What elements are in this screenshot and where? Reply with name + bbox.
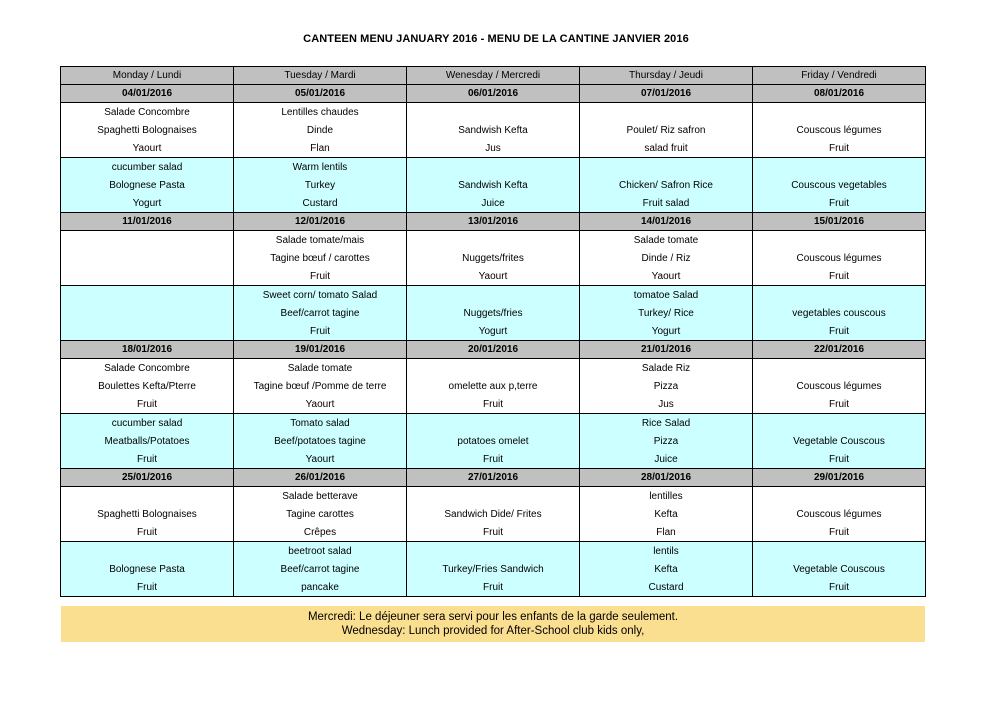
menu-cell [61, 487, 234, 506]
menu-cell: Sweet corn/ tomato Salad [234, 286, 407, 305]
menu-cell: Flan [234, 139, 407, 158]
day-header-row [61, 67, 926, 85]
date-cell: 18/01/2016 [61, 341, 234, 359]
menu-cell: Poulet/ Riz safron [580, 121, 753, 139]
menu-cell: Salade Concombre [61, 103, 234, 122]
menu-row-french [61, 377, 926, 395]
date-row [61, 213, 926, 231]
menu-cell: Fruit [234, 267, 407, 286]
day-header: Friday / Vendredi [753, 67, 926, 85]
menu-cell: Fruit [753, 267, 926, 286]
menu-cell [753, 542, 926, 561]
menu-cell: Lentilles chaudes [234, 103, 407, 122]
menu-cell: Couscous vegetables [753, 176, 926, 194]
date-cell: 05/01/2016 [234, 85, 407, 103]
menu-row-french [61, 359, 926, 378]
menu-row-french [61, 267, 926, 286]
menu-cell [753, 359, 926, 378]
menu-cell: tomatoe Salad [580, 286, 753, 305]
menu-cell: Fruit [234, 322, 407, 341]
menu-cell: omelette aux p,terre [407, 377, 580, 395]
menu-cell [61, 267, 234, 286]
menu-cell: Salade betterave [234, 487, 407, 506]
menu-cell: Yogurt [61, 194, 234, 213]
menu-row-english [61, 432, 926, 450]
date-row [61, 341, 926, 359]
menu-cell: Fruit [753, 139, 926, 158]
menu-row-french [61, 249, 926, 267]
menu-cell: Sandwich Dide/ Frites [407, 505, 580, 523]
menu-cell [753, 487, 926, 506]
menu-cell: Fruit [753, 450, 926, 469]
menu-cell: Turkey/Fries Sandwich [407, 560, 580, 578]
menu-row-english [61, 578, 926, 597]
menu-cell: Custard [234, 194, 407, 213]
menu-row-english [61, 286, 926, 305]
menu-cell: Chicken/ Safron Rice [580, 176, 753, 194]
menu-cell: Fruit [407, 395, 580, 414]
menu-cell: Fruit [61, 395, 234, 414]
menu-cell: Fruit [753, 395, 926, 414]
menu-cell: Couscous légumes [753, 249, 926, 267]
date-cell: 19/01/2016 [234, 341, 407, 359]
menu-cell: Dinde / Riz [580, 249, 753, 267]
menu-cell [61, 286, 234, 305]
menu-cell: Fruit [753, 322, 926, 341]
menu-cell [580, 158, 753, 177]
date-cell: 11/01/2016 [61, 213, 234, 231]
menu-row-english [61, 158, 926, 177]
menu-cell: Crêpes [234, 523, 407, 542]
day-header: Monday / Lundi [61, 67, 234, 85]
menu-cell: Spaghetti Bolognaises [61, 121, 234, 139]
menu-row-english [61, 322, 926, 341]
menu-cell: Yogurt [407, 322, 580, 341]
menu-cell: Turkey/ Rice [580, 304, 753, 322]
menu-cell [61, 231, 234, 250]
date-cell: 04/01/2016 [61, 85, 234, 103]
menu-cell: Fruit [407, 523, 580, 542]
menu-cell: cucumber salad [61, 414, 234, 433]
menu-cell: Vegetable Couscous [753, 560, 926, 578]
menu-row-english [61, 304, 926, 322]
menu-cell: Fruit [61, 578, 234, 597]
menu-cell: Salade tomate/mais [234, 231, 407, 250]
menu-row-french [61, 103, 926, 122]
menu-cell: Tagine bœuf /Pomme de terre [234, 377, 407, 395]
menu-cell: Salade Concombre [61, 359, 234, 378]
wednesday-note [61, 606, 925, 642]
menu-cell [61, 322, 234, 341]
menu-cell [407, 359, 580, 378]
menu-cell: Juice [407, 194, 580, 213]
menu-cell: cucumber salad [61, 158, 234, 177]
date-row [61, 469, 926, 487]
date-cell: 27/01/2016 [407, 469, 580, 487]
page-title: CANTEEN MENU JANUARY 2016 - MENU DE LA CANTINE JANVIER 2016 [303, 33, 689, 45]
menu-cell: Sandwish Kefta [407, 121, 580, 139]
menu-cell: Yaourt [61, 139, 234, 158]
date-cell: 15/01/2016 [753, 213, 926, 231]
menu-cell [580, 103, 753, 122]
date-cell: 29/01/2016 [753, 469, 926, 487]
menu-cell: Flan [580, 523, 753, 542]
menu-cell: Yaourt [234, 395, 407, 414]
menu-cell: Yaourt [407, 267, 580, 286]
menu-cell: Custard [580, 578, 753, 597]
menu-table [60, 66, 926, 597]
menu-row-english [61, 542, 926, 561]
menu-cell: Couscous légumes [753, 121, 926, 139]
menu-cell: Sandwish Kefta [407, 176, 580, 194]
menu-cell: potatoes omelet [407, 432, 580, 450]
menu-row-english [61, 176, 926, 194]
menu-cell [753, 158, 926, 177]
menu-cell: vegetables couscous [753, 304, 926, 322]
menu-cell [407, 487, 580, 506]
menu-cell: Couscous légumes [753, 505, 926, 523]
date-cell: 20/01/2016 [407, 341, 580, 359]
menu-row-french [61, 395, 926, 414]
menu-row-french [61, 121, 926, 139]
menu-cell: Beef/potatoes tagine [234, 432, 407, 450]
menu-cell [61, 542, 234, 561]
menu-cell: Nuggets/fries [407, 304, 580, 322]
date-row [61, 85, 926, 103]
menu-cell: beetroot salad [234, 542, 407, 561]
menu-cell: Rice Salad [580, 414, 753, 433]
menu-cell [407, 103, 580, 122]
menu-cell [407, 231, 580, 250]
date-cell: 26/01/2016 [234, 469, 407, 487]
menu-cell [61, 304, 234, 322]
menu-cell: Fruit [753, 523, 926, 542]
menu-cell: lentils [580, 542, 753, 561]
menu-row-french [61, 505, 926, 523]
date-cell: 06/01/2016 [407, 85, 580, 103]
menu-cell [407, 414, 580, 433]
menu-cell [407, 542, 580, 561]
menu-cell: Salade tomate [580, 231, 753, 250]
menu-cell [407, 158, 580, 177]
menu-cell: Vegetable Couscous [753, 432, 926, 450]
day-header: Thursday / Jeudi [580, 67, 753, 85]
date-cell: 14/01/2016 [580, 213, 753, 231]
menu-cell: Tagine carottes [234, 505, 407, 523]
menu-cell: Beef/carrot tagine [234, 560, 407, 578]
menu-row-french [61, 231, 926, 250]
menu-cell: Beef/carrot tagine [234, 304, 407, 322]
menu-cell [61, 249, 234, 267]
note-line-en: Wednesday: Lunch provided for After-School club kids only, [341, 625, 645, 637]
menu-cell: Fruit [61, 523, 234, 542]
menu-cell: Fruit [61, 450, 234, 469]
menu-cell: Tagine bœuf / carottes [234, 249, 407, 267]
menu-cell: Fruit [407, 450, 580, 469]
menu-cell: Dinde [234, 121, 407, 139]
menu-body [61, 85, 926, 597]
menu-cell [753, 286, 926, 305]
menu-cell: pancake [234, 578, 407, 597]
menu-row-english [61, 414, 926, 433]
menu-cell: Fruit salad [580, 194, 753, 213]
menu-row-english [61, 450, 926, 469]
menu-row-english [61, 560, 926, 578]
menu-cell: Jus [407, 139, 580, 158]
menu-cell: Yaourt [234, 450, 407, 469]
menu-cell: Juice [580, 450, 753, 469]
menu-cell: Boulettes Kefta/Pterre [61, 377, 234, 395]
menu-cell: Fruit [753, 194, 926, 213]
menu-cell: Salade Riz [580, 359, 753, 378]
day-header: Tuesday / Mardi [234, 67, 407, 85]
day-header: Wenesday / Mercredi [407, 67, 580, 85]
date-cell: 08/01/2016 [753, 85, 926, 103]
menu-cell: Nuggets/frites [407, 249, 580, 267]
date-cell: 28/01/2016 [580, 469, 753, 487]
menu-cell: Turkey [234, 176, 407, 194]
menu-cell: Fruit [753, 578, 926, 597]
menu-cell: Couscous légumes [753, 377, 926, 395]
menu-cell [407, 286, 580, 305]
menu-cell [753, 103, 926, 122]
menu-cell [753, 414, 926, 433]
menu-row-english [61, 194, 926, 213]
menu-cell: Jus [580, 395, 753, 414]
menu-row-french [61, 523, 926, 542]
date-cell: 13/01/2016 [407, 213, 580, 231]
date-cell: 22/01/2016 [753, 341, 926, 359]
menu-cell: Bolognese Pasta [61, 176, 234, 194]
menu-cell: Fruit [407, 578, 580, 597]
menu-cell: Bolognese Pasta [61, 560, 234, 578]
date-cell: 25/01/2016 [61, 469, 234, 487]
menu-cell: Yaourt [580, 267, 753, 286]
menu-cell: Pizza [580, 377, 753, 395]
menu-cell: Spaghetti Bolognaises [61, 505, 234, 523]
menu-row-french [61, 487, 926, 506]
menu-cell: lentilles [580, 487, 753, 506]
menu-cell: Warm lentils [234, 158, 407, 177]
menu-cell: Kefta [580, 505, 753, 523]
menu-cell: Salade tomate [234, 359, 407, 378]
menu-row-french [61, 139, 926, 158]
menu-cell: Meatballs/Potatoes [61, 432, 234, 450]
menu-cell: Kefta [580, 560, 753, 578]
menu-cell: Yogurt [580, 322, 753, 341]
date-cell: 12/01/2016 [234, 213, 407, 231]
note-line-fr: Mercredi: Le déjeuner sera servi pour les enfants de la garde seulement. [307, 611, 679, 623]
date-cell: 21/01/2016 [580, 341, 753, 359]
menu-cell: Pizza [580, 432, 753, 450]
menu-cell [753, 231, 926, 250]
menu-cell: salad fruit [580, 139, 753, 158]
menu-cell: Tomato salad [234, 414, 407, 433]
date-cell: 07/01/2016 [580, 85, 753, 103]
